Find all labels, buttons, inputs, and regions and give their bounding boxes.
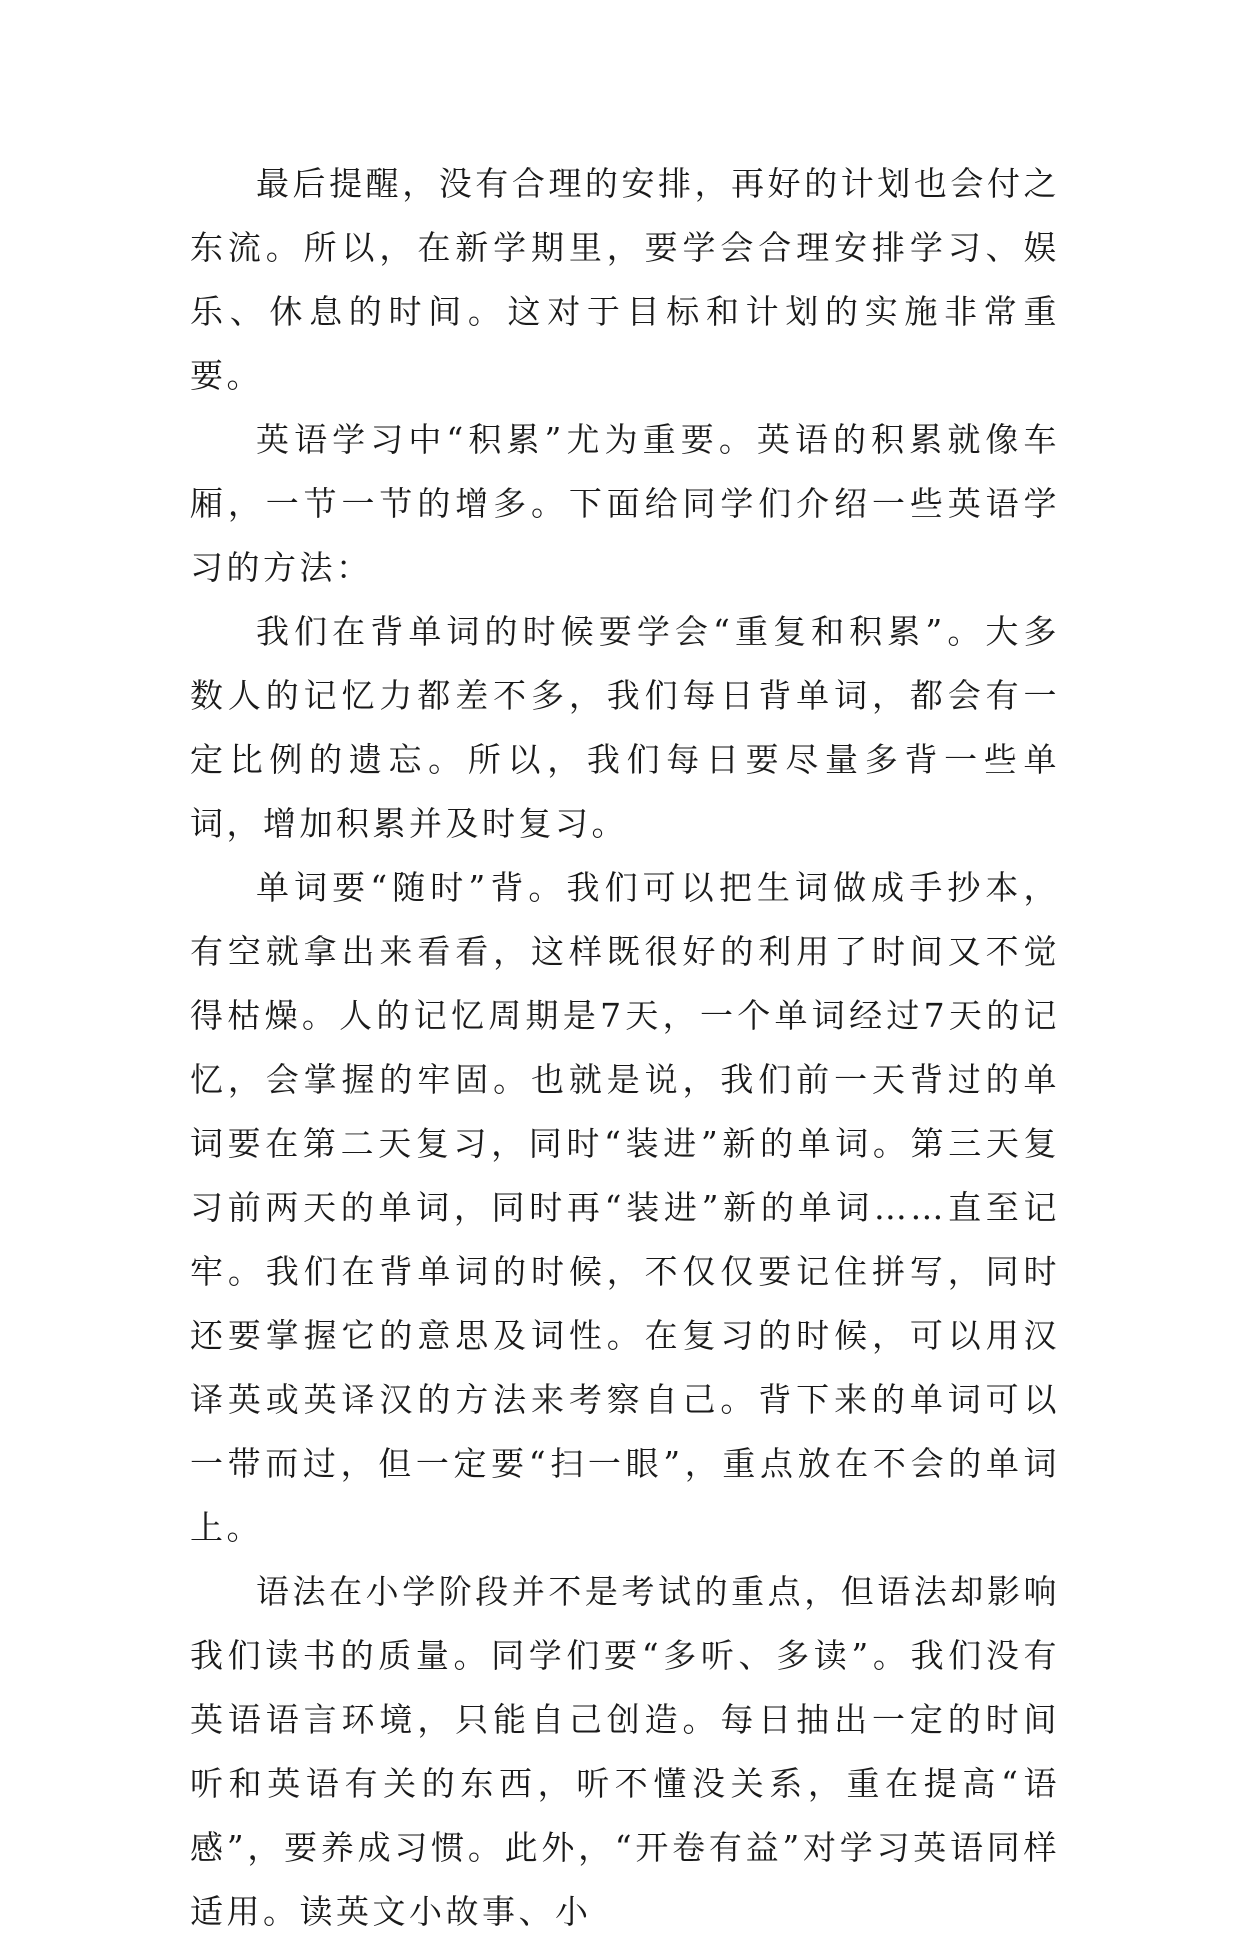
paragraph-repeat-and-accumulate: 我们在背单词的时候要学会“重复和积累”。大多数人的记忆力都差不多，我们每日背单词，都会有一定比例的遗忘。所以，我们每日要尽量多背一些单词，增加积累并及时复习。 — [190, 612, 1060, 843]
paragraph-english-accumulation: 英语学习中“积累”尤为重要。英语的积累就像车厢，一节一节的增多。下面给同学们介绍一些英语学习的方法： — [190, 420, 1060, 587]
paragraph-memorize-anytime: 单词要“随时”背。我们可以把生词做成手抄本，有空就拿出来看看，这样既很好的利用了时间又不觉得枯燥。人的记忆周期是7天，一个单词经过7天的记忆，会掌握的牢固。也就是说，我们前一天背过的单词要在第二天复习，同时“装进”新的单词。第三天复习前两天的单词，同时再“装进”新的单词……直至记牢。我们在背单词的时候，不仅仅要记住拼写，同时还要掌握它的意思及词性。在复习的时候，可以用汉译英或英译汉的方法来考察自己。背下来的单词可以一带而过，但一定要“扫一眼”，重点放在不会的单词上。 — [190, 868, 1060, 1547]
paragraph-grammar: 语法在小学阶段并不是考试的重点，但语法却影响我们读书的质量。同学们要“多听、多读”。我们没有英语语言环境，只能自己创造。每日抽出一定的时间听和英语有关的东西，听不懂没关系，重在提高“语感”，要养成习惯。此外，“开卷有益”对学习英语同样适用。读英文小故事、小 — [190, 1572, 1060, 1931]
paragraph-reminder: 最后提醒，没有合理的安排，再好的计划也会付之东流。所以，在新学期里，要学会合理安排学习、娱乐、休息的时间。这对于目标和计划的实施非常重要。 — [190, 164, 1060, 395]
document-body — [190, 152, 1060, 1944]
